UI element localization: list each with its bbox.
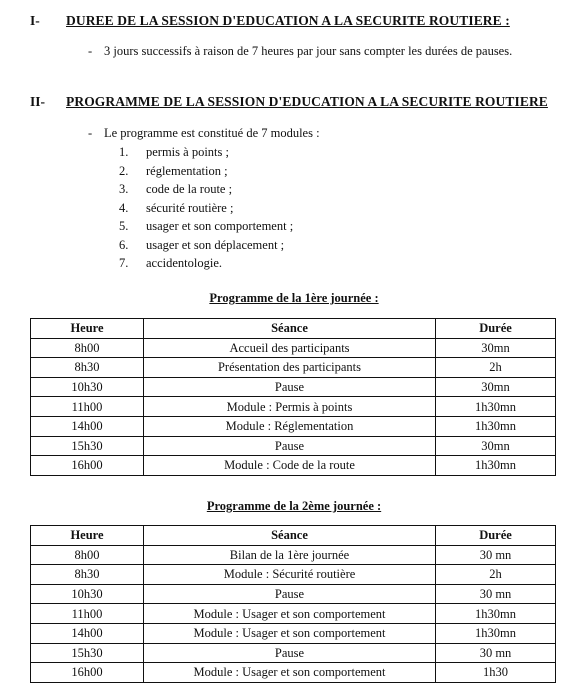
cell-seance: Module : Usager et son comportement bbox=[144, 604, 436, 624]
cell-seance: Pause bbox=[144, 643, 436, 663]
list-item-label: sécurité routière ; bbox=[146, 200, 234, 215]
cell-duree: 1h30mn bbox=[436, 397, 556, 417]
cell-duree: 1h30mn bbox=[436, 623, 556, 643]
day-1-caption bbox=[0, 291, 588, 306]
day-2-schedule-table bbox=[30, 525, 556, 683]
section-1-title: DUREE DE LA SESSION D'EDUCATION A LA SECURITE ROUTIERE : bbox=[66, 13, 510, 28]
cell-duree: 30 mn bbox=[436, 545, 556, 565]
modules-intro-text: Le programme est constitué de 7 modules : bbox=[104, 126, 320, 140]
cell-seance: Module : Usager et son comportement bbox=[144, 623, 436, 643]
table-row bbox=[31, 377, 556, 397]
column-header-duree: Durée bbox=[436, 526, 556, 546]
list-item bbox=[119, 254, 293, 273]
list-item-number: 7. bbox=[119, 256, 129, 270]
cell-heure: 15h30 bbox=[31, 436, 144, 456]
cell-seance: Pause bbox=[144, 377, 436, 397]
list-item-label: réglementation ; bbox=[146, 163, 228, 178]
cell-duree: 30 mn bbox=[436, 584, 556, 604]
list-item-number: 5. bbox=[119, 219, 129, 233]
cell-seance: Module : Réglementation bbox=[144, 416, 436, 436]
section-2-intro bbox=[88, 124, 544, 143]
column-header-duree: Durée bbox=[436, 319, 556, 339]
cell-heure: 8h00 bbox=[31, 545, 144, 565]
list-item-label: usager et son comportement ; bbox=[146, 219, 294, 233]
cell-seance: Module : Sécurité routière bbox=[144, 565, 436, 585]
cell-duree: 1h30mn bbox=[436, 604, 556, 624]
cell-duree: 30mn bbox=[436, 338, 556, 358]
table-header-row bbox=[31, 526, 556, 546]
list-item-number: 6. bbox=[119, 237, 129, 252]
list-item bbox=[119, 217, 293, 236]
cell-seance: Pause bbox=[144, 436, 436, 456]
section-1-paragraph bbox=[88, 42, 544, 61]
list-item-label: accidentologie. bbox=[146, 256, 223, 270]
bullet-dash: - bbox=[88, 44, 93, 58]
column-header-seance: Séance bbox=[144, 319, 436, 339]
day-2-caption-text: Programme de la 2ème journée : bbox=[206, 499, 382, 513]
cell-seance: Module : Code de la route bbox=[144, 456, 436, 476]
cell-seance: Module : Permis à points bbox=[144, 397, 436, 417]
cell-duree: 1h30mn bbox=[436, 416, 556, 436]
cell-seance: Accueil des participants bbox=[144, 338, 436, 358]
day-1-caption-text: Programme de la 1ère journée : bbox=[209, 291, 379, 305]
day-2-caption bbox=[0, 499, 588, 514]
session-duration-text: 3 jours successifs à raison de 7 heures par jour sans compter les durées de pauses. bbox=[104, 44, 513, 58]
table-row bbox=[31, 397, 556, 417]
cell-seance: Bilan de la 1ère journée bbox=[144, 545, 436, 565]
column-header-heure: Heure bbox=[31, 526, 144, 546]
day-1-schedule-table bbox=[30, 318, 556, 476]
table-row bbox=[31, 604, 556, 624]
table-row bbox=[31, 584, 556, 604]
section-1-number: I- bbox=[30, 13, 40, 28]
cell-seance: Présentation des participants bbox=[144, 358, 436, 378]
list-item-label: code de la route ; bbox=[146, 182, 233, 196]
table-row bbox=[31, 623, 556, 643]
list-item-label: permis à points ; bbox=[146, 145, 229, 159]
list-item bbox=[119, 199, 293, 218]
table-row bbox=[31, 545, 556, 565]
cell-duree: 2h bbox=[436, 358, 556, 378]
cell-duree: 30mn bbox=[436, 377, 556, 397]
list-item-number: 3. bbox=[119, 182, 129, 196]
table-row bbox=[31, 643, 556, 663]
cell-heure: 16h00 bbox=[31, 663, 144, 683]
list-item-number: 4. bbox=[119, 200, 129, 215]
cell-heure: 8h00 bbox=[31, 338, 144, 358]
bullet-dash: - bbox=[88, 126, 93, 140]
cell-heure: 16h00 bbox=[31, 456, 144, 476]
cell-duree: 1h30mn bbox=[436, 456, 556, 476]
list-item-number: 1. bbox=[119, 145, 129, 159]
section-2-title: PROGRAMME DE LA SESSION D'EDUCATION A LA SECURITE ROUTIERE bbox=[66, 94, 548, 109]
table-row bbox=[31, 565, 556, 585]
cell-heure: 15h30 bbox=[31, 643, 144, 663]
list-item bbox=[119, 236, 293, 255]
column-header-seance: Séance bbox=[144, 526, 436, 546]
cell-heure: 10h30 bbox=[31, 377, 144, 397]
cell-heure: 14h00 bbox=[31, 416, 144, 436]
list-item-number: 2. bbox=[119, 163, 129, 178]
cell-heure: 14h00 bbox=[31, 623, 144, 643]
table-row bbox=[31, 338, 556, 358]
cell-heure: 11h00 bbox=[31, 604, 144, 624]
cell-duree: 1h30 bbox=[436, 663, 556, 683]
list-item bbox=[119, 143, 293, 162]
list-item-label: usager et son déplacement ; bbox=[146, 237, 285, 252]
cell-heure: 8h30 bbox=[31, 565, 144, 585]
list-item bbox=[119, 180, 293, 199]
list-item bbox=[119, 162, 293, 181]
cell-duree: 2h bbox=[436, 565, 556, 585]
table-row bbox=[31, 663, 556, 683]
table-row bbox=[31, 416, 556, 436]
table-row bbox=[31, 358, 556, 378]
cell-duree: 30mn bbox=[436, 436, 556, 456]
section-2-number: II- bbox=[30, 94, 46, 109]
modules-list bbox=[119, 143, 293, 273]
cell-seance: Pause bbox=[144, 584, 436, 604]
table-row bbox=[31, 436, 556, 456]
table-header-row bbox=[31, 319, 556, 339]
cell-heure: 11h00 bbox=[31, 397, 144, 417]
cell-duree: 30 mn bbox=[436, 643, 556, 663]
table-row bbox=[31, 456, 556, 476]
cell-heure: 10h30 bbox=[31, 584, 144, 604]
column-header-heure: Heure bbox=[31, 319, 144, 339]
cell-heure: 8h30 bbox=[31, 358, 144, 378]
cell-seance: Module : Usager et son comportement bbox=[144, 663, 436, 683]
